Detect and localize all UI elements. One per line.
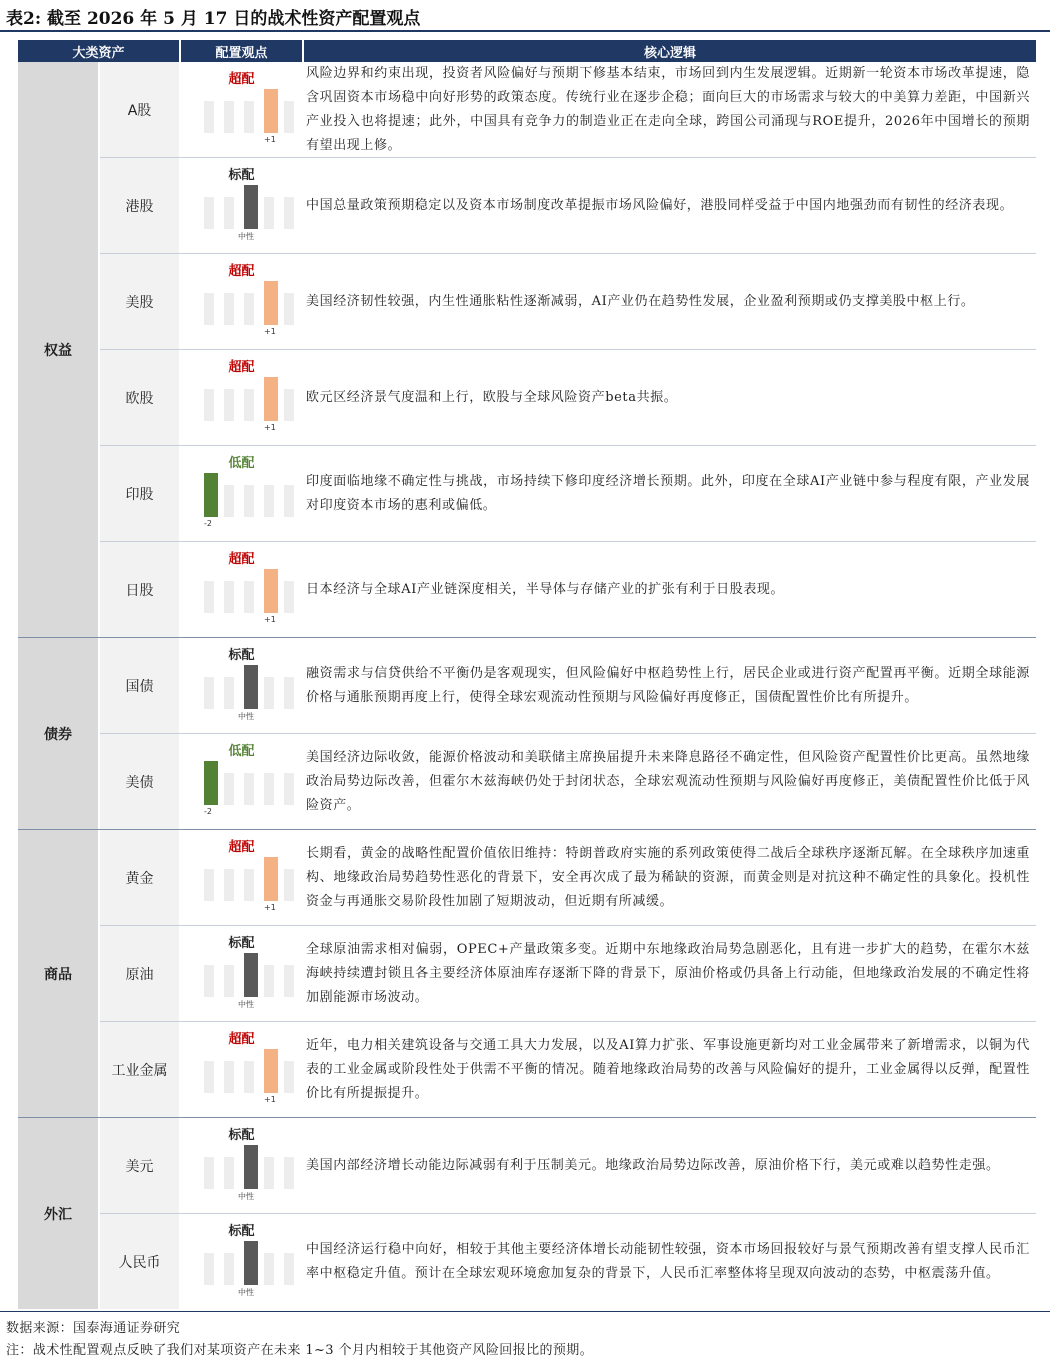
indicator-bar: [264, 677, 274, 709]
group-divider: [18, 829, 1036, 830]
indicator-bar: [244, 581, 254, 613]
indicator-bar-active: [264, 281, 278, 325]
score-label: 中性: [238, 232, 254, 241]
view-cell: [181, 638, 302, 733]
indicator-bar-active: [244, 1241, 258, 1285]
score-label: +1: [264, 1095, 276, 1104]
view-label: 超配: [228, 72, 255, 87]
indicator-bar-active: [244, 1145, 258, 1189]
view-indicator: [214, 281, 294, 336]
indicator-bar-active: [264, 1049, 278, 1093]
indicator-bar: [244, 293, 254, 325]
view-label: 超配: [228, 264, 255, 279]
score-label: 中性: [238, 712, 254, 721]
view-cell: [181, 254, 302, 349]
indicator-bar: [224, 485, 234, 517]
core-logic-cell: [304, 350, 1036, 445]
row-divider: [100, 1021, 1036, 1022]
view-indicator: [214, 953, 294, 1009]
score-label: 中性: [238, 1192, 254, 1201]
indicator-bar: [284, 1253, 294, 1285]
indicator-bar: [284, 1061, 294, 1093]
core-logic-cell: [304, 446, 1036, 541]
indicator-bar: [284, 677, 294, 709]
view-cell: [181, 542, 302, 637]
indicator-bar: [204, 101, 214, 133]
core-logic-cell: [304, 254, 1036, 349]
indicator-bar: [224, 581, 234, 613]
row-divider: [100, 1213, 1036, 1214]
indicator-bar: [224, 101, 234, 133]
view-indicator: [214, 857, 294, 912]
allocation-table: [18, 40, 1036, 1308]
indicator-bar: [284, 197, 294, 229]
core-logic-cell: [304, 1118, 1036, 1213]
asset-group-label: 商品: [18, 830, 98, 1117]
view-label: 低配: [228, 456, 255, 471]
core-logic-cell: [304, 542, 1036, 637]
table-title: 表2: 截至 2026 年 5 月 17 日的战术性资产配置观点: [6, 9, 421, 29]
view-label: 标配: [228, 936, 255, 951]
view-cell: [181, 1022, 302, 1117]
core-logic-cell: [304, 926, 1036, 1021]
view-indicator: [214, 1145, 294, 1201]
view-label: 低配: [228, 744, 255, 759]
view-indicator: [214, 1049, 294, 1104]
indicator-bar: [224, 1253, 234, 1285]
header-view: 配置观点: [181, 40, 302, 62]
indicator-bar: [204, 965, 214, 997]
indicator-bar: [284, 389, 294, 421]
view-label: 超配: [228, 1032, 255, 1047]
score-label: +1: [264, 615, 276, 624]
view-indicator: [214, 665, 294, 721]
score-label: 中性: [238, 1288, 254, 1297]
asset-name: 印股: [100, 446, 179, 541]
indicator-bar-active: [244, 665, 258, 709]
asset-name: A股: [100, 62, 179, 157]
indicator-bar: [224, 1061, 234, 1093]
footer-source: 数据来源：国泰海通证券研究: [6, 1321, 181, 1336]
view-cell: [181, 446, 302, 541]
view-cell: [181, 350, 302, 445]
score-label: +1: [264, 423, 276, 432]
asset-name: 美股: [100, 254, 179, 349]
core-logic-text: 全球原油需求相对偏弱，OPEC+产量政策多变。近期中东地缘政治局势急剧恶化，且有进一步扩大的趋势，在霍尔木兹海峡持续遭封锁且各主要经济体原油库存逐渐下降的背景下，原油价格或仍具备上行动能，但地缘政治发展的不确定性将加剧能源市场波动。: [306, 941, 1030, 1005]
group-divider: [18, 1117, 1036, 1118]
indicator-bar: [264, 965, 274, 997]
indicator-bar: [264, 1253, 274, 1285]
score-label: +1: [264, 135, 276, 144]
view-indicator: [214, 377, 294, 432]
view-indicator: [204, 473, 294, 528]
core-logic-cell: [304, 1214, 1036, 1309]
core-logic-cell: [304, 638, 1036, 733]
row-divider: [100, 541, 1036, 542]
asset-name: 国债: [100, 638, 179, 733]
view-indicator: [214, 89, 294, 144]
indicator-bar: [204, 1061, 214, 1093]
view-label: 标配: [228, 1128, 255, 1143]
indicator-bar: [244, 389, 254, 421]
asset-name: 原油: [100, 926, 179, 1021]
indicator-bar: [204, 869, 214, 901]
row-divider: [100, 925, 1036, 926]
core-logic-text: 美国经济边际收敛，能源价格波动和美联储主席换届提升未来降息路径不确定性，但风险资产配置性价比更高。虽然地缘政治局势边际改善，但霍尔木兹海峡仍处于封闭状态，全球宏观流动性预期与风险偏好再度修正，美债配置性价比低于风险资产。: [306, 749, 1030, 813]
indicator-bar: [244, 485, 254, 517]
indicator-bar: [244, 101, 254, 133]
indicator-bar: [224, 293, 234, 325]
core-logic-text: 中国经济运行稳中向好，相较于其他主要经济体增长动能韧性较强，资本市场回报较好与景气预期改善有望支撑人民币汇率中枢稳定升值。预计在全球宏观环境愈加复杂的背景下，人民币汇率整体将呈现双向波动的态势，中枢震荡升值。: [306, 1241, 1030, 1281]
view-cell: [181, 830, 302, 925]
core-logic-text: 中国总量政策预期稳定以及资本市场制度改革提振市场风险偏好，港股同样受益于中国内地强劲而有韧性的经济表现。: [306, 197, 1014, 213]
score-label: +1: [264, 327, 276, 336]
indicator-bar-active: [204, 473, 218, 517]
indicator-bar: [224, 869, 234, 901]
score-label: 中性: [238, 1000, 254, 1009]
indicator-bar-active: [264, 857, 278, 901]
view-indicator: [214, 569, 294, 624]
view-label: 超配: [228, 840, 255, 855]
asset-name: 人民币: [100, 1214, 179, 1309]
header-core-logic: 核心逻辑: [304, 40, 1036, 62]
core-logic-text: 欧元区经济景气度温和上行，欧股与全球风险资产beta共振。: [306, 389, 678, 405]
indicator-bar: [204, 293, 214, 325]
indicator-bar-active: [264, 89, 278, 133]
asset-name: 工业金属: [100, 1022, 179, 1117]
view-cell: [181, 62, 302, 157]
asset-name: 日股: [100, 542, 179, 637]
view-label: 超配: [228, 552, 255, 567]
score-label: +1: [264, 903, 276, 912]
indicator-bar: [224, 1157, 234, 1189]
view-label: 超配: [228, 360, 255, 375]
view-indicator: [214, 1241, 294, 1297]
indicator-bar: [224, 965, 234, 997]
view-cell: [181, 1118, 302, 1213]
asset-group-label: 债券: [18, 638, 98, 829]
asset-name: 欧股: [100, 350, 179, 445]
indicator-bar: [244, 773, 254, 805]
indicator-bar: [284, 581, 294, 613]
indicator-bar: [264, 773, 274, 805]
view-cell: [181, 158, 302, 253]
core-logic-text: 近年，电力相关建筑设备与交通工具大力发展，以及AI算力扩张、军事设施更新均对工业金属带来了新增需求，以铜为代表的工业金属或阶段性处于供需不平衡的情况。随着地缘政治局势的改善与风险偏好的提升，工业金属得以反弹，配置性价比有所提振提升。: [306, 1037, 1030, 1101]
indicator-bar: [284, 773, 294, 805]
indicator-bar: [264, 485, 274, 517]
indicator-bar: [204, 1253, 214, 1285]
indicator-bar: [264, 197, 274, 229]
indicator-bar-active: [264, 569, 278, 613]
indicator-bar: [204, 581, 214, 613]
indicator-bar: [284, 293, 294, 325]
row-divider: [100, 733, 1036, 734]
core-logic-text: 融资需求与信贷供给不平衡仍是客观现实，但风险偏好中枢趋势性上行，居民企业或进行资产配置再平衡。近期全球能源价格与通胀预期再度上行，使得全球宏观流动性预期与风险偏好再度修正，国债配置性价比有所提升。: [306, 665, 1030, 705]
view-cell: [181, 926, 302, 1021]
title-rule: [0, 30, 1050, 32]
core-logic-cell: [304, 158, 1036, 253]
core-logic-cell: [304, 62, 1036, 157]
indicator-bar: [224, 773, 234, 805]
view-indicator: [204, 761, 294, 816]
view-cell: [181, 1214, 302, 1309]
asset-group-label: 权益: [18, 62, 98, 637]
indicator-bar: [204, 197, 214, 229]
core-logic-cell: [304, 1022, 1036, 1117]
header-asset-class: 大类资产: [18, 40, 179, 62]
row-divider: [100, 349, 1036, 350]
indicator-bar: [224, 389, 234, 421]
indicator-bar: [284, 869, 294, 901]
core-logic-text: 美国内部经济增长动能边际减弱有利于压制美元。地缘政治局势边际改善，原油价格下行，美元或难以趋势性走强。: [306, 1157, 1000, 1173]
core-logic-text: 美国经济韧性较强，内生性通胀粘性逐渐减弱，AI产业仍在趋势性发展，企业盈利预期或仍支撑美股中枢上行。: [306, 293, 975, 309]
indicator-bar: [244, 1061, 254, 1093]
group-divider: [18, 637, 1036, 638]
asset-name: 美债: [100, 734, 179, 829]
indicator-bar: [244, 869, 254, 901]
indicator-bar-active: [204, 761, 218, 805]
indicator-bar: [284, 101, 294, 133]
indicator-bar: [224, 677, 234, 709]
indicator-bar: [284, 485, 294, 517]
title-bar: [0, 0, 1054, 30]
view-indicator: [214, 185, 294, 241]
indicator-bar-active: [244, 185, 258, 229]
asset-name: 黄金: [100, 830, 179, 925]
core-logic-text: 印度面临地缘不确定性与挑战，市场持续下修印度经济增长预期。此外，印度在全球AI产业链中参与程度有限，产业发展对印度资本市场的惠利或偏低。: [306, 473, 1030, 513]
row-divider: [100, 445, 1036, 446]
indicator-bar: [264, 1157, 274, 1189]
indicator-bar: [284, 965, 294, 997]
indicator-bar: [204, 1157, 214, 1189]
row-divider: [100, 253, 1036, 254]
core-logic-cell: [304, 734, 1036, 829]
core-logic-text: 日本经济与全球AI产业链深度相关，半导体与存储产业的扩张有利于日股表现。: [306, 581, 785, 597]
indicator-bar-active: [264, 377, 278, 421]
indicator-bar: [284, 1157, 294, 1189]
indicator-bar: [204, 677, 214, 709]
indicator-bar-active: [244, 953, 258, 997]
score-label: -2: [204, 519, 212, 528]
core-logic-cell: [304, 830, 1036, 925]
asset-name: 港股: [100, 158, 179, 253]
row-divider: [100, 157, 1036, 158]
score-label: -2: [204, 807, 212, 816]
view-label: 标配: [228, 1224, 255, 1239]
footer-note: 注：战术性配置观点反映了我们对某项资产在未来 1~3 个月内相较于其他资产风险回报比的预期。: [6, 1343, 594, 1358]
core-logic-text: 长期看，黄金的战略性配置价值依旧维持：特朗普政府实施的系列政策使得二战后全球秩序逐渐瓦解。在全球秩序加速重构、地缘政治局势趋势性恶化的背景下，安全再次成了最为稀缺的资源，而黄金则是对抗这种不确定性的具象化。投机性资金与再通胀交易阶段性加剧了短期波动，但近期有所减缓。: [306, 845, 1030, 909]
indicator-bar: [204, 389, 214, 421]
view-cell: [181, 734, 302, 829]
indicator-bar: [224, 197, 234, 229]
core-logic-text: 风险边界和约束出现，投资者风险偏好与预期下修基本结束，市场回到内生发展逻辑。近期新一轮资本市场改革提速，隐含巩固资本市场稳中向好形势的政策态度。传统行业在逐步企稳；面向巨大的市场需求与较大的中美算力差距，中国新兴产业投入也将提速；此外，中国具有竞争力的制造业正在走向全球，跨国公司涌现与ROE提升，2026年中国增长的预期有望出现上修。: [306, 65, 1030, 153]
footer-rule: [0, 1311, 1050, 1312]
asset-name: 美元: [100, 1118, 179, 1213]
view-label: 标配: [228, 168, 255, 183]
view-label: 标配: [228, 648, 255, 663]
asset-group-label: 外汇: [18, 1118, 98, 1309]
